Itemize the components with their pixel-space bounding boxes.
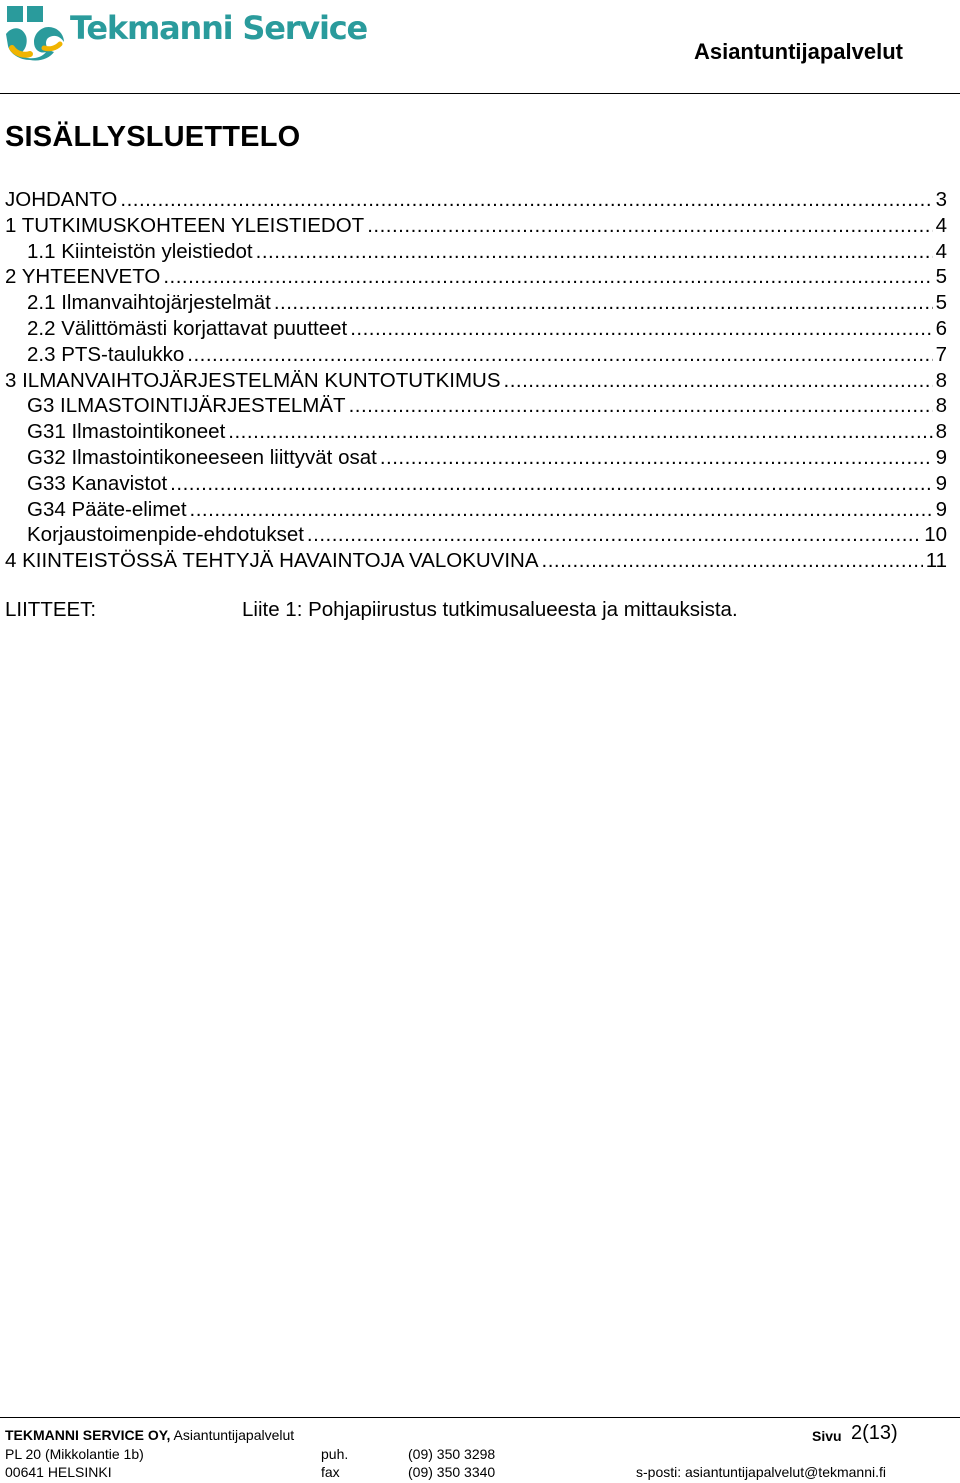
toc-entry-label: 2.1 Ilmanvaihtojärjestelmät [27, 291, 271, 315]
toc-entry[interactable] [5, 522, 947, 548]
toc-entry-page: 8 [935, 420, 947, 444]
toc-entry[interactable] [5, 419, 947, 445]
toc-entry-label: 2.3 PTS-taulukko [27, 342, 185, 366]
toc-dot-leader [163, 264, 932, 290]
footer-company-name: TEKMANNI SERVICE OY, [5, 1427, 171, 1443]
page-title: SISÄLLYSLUETTELO [5, 121, 301, 153]
toc-dot-leader [120, 187, 932, 213]
header-service-name: Asiantuntijapalvelut [693, 39, 903, 64]
toc-dot-leader [307, 522, 921, 548]
toc-entry[interactable] [5, 187, 947, 213]
toc-entry[interactable] [5, 497, 947, 523]
toc-entry-label: G34 Pääte-elimet [27, 497, 187, 521]
toc-entry[interactable] [5, 445, 947, 471]
toc-entry[interactable] [5, 213, 947, 239]
footer-address-line1: PL 20 (Mikkolantie 1b) [5, 1446, 144, 1462]
toc-dot-leader [349, 393, 933, 419]
toc-dot-leader [350, 316, 932, 342]
toc-entry[interactable] [5, 264, 947, 290]
footer-address-line2: 00641 HELSINKI [5, 1464, 112, 1480]
footer-email: s-posti: asiantuntijapalvelut@tekmanni.fi [636, 1464, 887, 1480]
footer-page-label: Sivu [812, 1428, 842, 1444]
toc-entry-page: 5 [935, 265, 947, 289]
toc-dot-leader [274, 290, 933, 316]
toc-dot-leader [367, 213, 932, 239]
toc-entry-label: G3 ILMASTOINTIJÄRJESTELMÄT [27, 394, 346, 418]
attachment-item: Liite 1: Pohjapiirustus tutkimusalueesta ja mittauksista. [242, 598, 738, 621]
toc-dot-leader [504, 368, 933, 394]
toc-entry[interactable] [5, 548, 947, 574]
footer-page-number: 2(13) [851, 1422, 898, 1444]
toc-entry[interactable] [5, 471, 947, 497]
toc-entry-label: 4 KIINTEISTÖSSÄ TEHTYJÄ HAVAINTOJA VALOKUVINA [5, 549, 539, 573]
footer-fax-label: fax [321, 1464, 340, 1480]
toc-entry-page: 9 [935, 471, 947, 495]
toc-entry-page: 11 [925, 549, 947, 573]
toc-entry-label: JOHDANTO [5, 188, 118, 211]
toc-entry-page: 8 [935, 368, 947, 392]
toc-entry-page: 4 [935, 213, 947, 237]
toc-entry-page: 7 [935, 342, 947, 366]
toc-entry[interactable] [5, 393, 947, 419]
toc-entry-label: 1 TUTKIMUSKOHTEEN YLEISTIEDOT [5, 213, 365, 237]
page-header [0, 0, 960, 94]
toc-entry-label: 2 YHTEENVETO [5, 265, 161, 289]
toc-entry[interactable] [5, 290, 947, 316]
toc-dot-leader [542, 548, 923, 574]
tekmanni-logo-icon [4, 4, 68, 64]
toc-entry-page: 9 [935, 445, 947, 469]
toc-entry[interactable] [5, 368, 947, 394]
toc-entry-page: 8 [935, 394, 947, 418]
toc-entry-page: 5 [935, 291, 947, 315]
toc-entry[interactable] [5, 342, 947, 368]
toc-entry-label: G33 Kanavistot [27, 471, 168, 495]
logo-wordmark: Tekmanni Service [70, 9, 368, 47]
toc-entry-page: 9 [935, 497, 947, 521]
header-divider [0, 93, 960, 94]
page-footer [0, 1418, 960, 1483]
toc-entry-page: 4 [935, 239, 947, 263]
toc-dot-leader [256, 239, 933, 265]
attachments-label: LIITTEET: [5, 598, 97, 621]
footer-company-unit: Asiantuntijapalvelut [170, 1427, 295, 1443]
footer-fax: (09) 350 3340 [408, 1464, 496, 1480]
toc-entry[interactable] [5, 316, 947, 342]
toc-dot-leader [187, 342, 932, 368]
toc-entry[interactable] [5, 239, 947, 265]
toc-dot-leader [170, 471, 932, 497]
toc-entry-label: 1.1 Kiinteistön yleistiedot [27, 239, 253, 263]
footer-company [5, 1427, 294, 1443]
toc-dot-leader [190, 497, 933, 523]
toc-entry-page: 10 [924, 523, 947, 547]
table-of-contents [5, 187, 947, 574]
toc-entry-page: 3 [935, 188, 947, 211]
toc-entry-page: 6 [935, 316, 947, 340]
toc-dot-leader [380, 445, 933, 471]
toc-entry-label: 2.2 Välittömästi korjattavat puutteet [27, 316, 348, 340]
company-logo [4, 4, 367, 64]
toc-dot-leader [228, 419, 932, 445]
toc-entry-label: 3 ILMANVAIHTOJÄRJESTELMÄN KUNTOTUTKIMUS [5, 368, 501, 392]
footer-phone-label: puh. [321, 1446, 349, 1462]
toc-entry-label: G31 Ilmastointikoneet [27, 420, 226, 444]
footer-phone: (09) 350 3298 [408, 1446, 496, 1462]
toc-entry-label: G32 Ilmastointikoneeseen liittyvät osat [27, 445, 377, 469]
toc-entry-label: Korjaustoimenpide-ehdotukset [27, 523, 304, 547]
